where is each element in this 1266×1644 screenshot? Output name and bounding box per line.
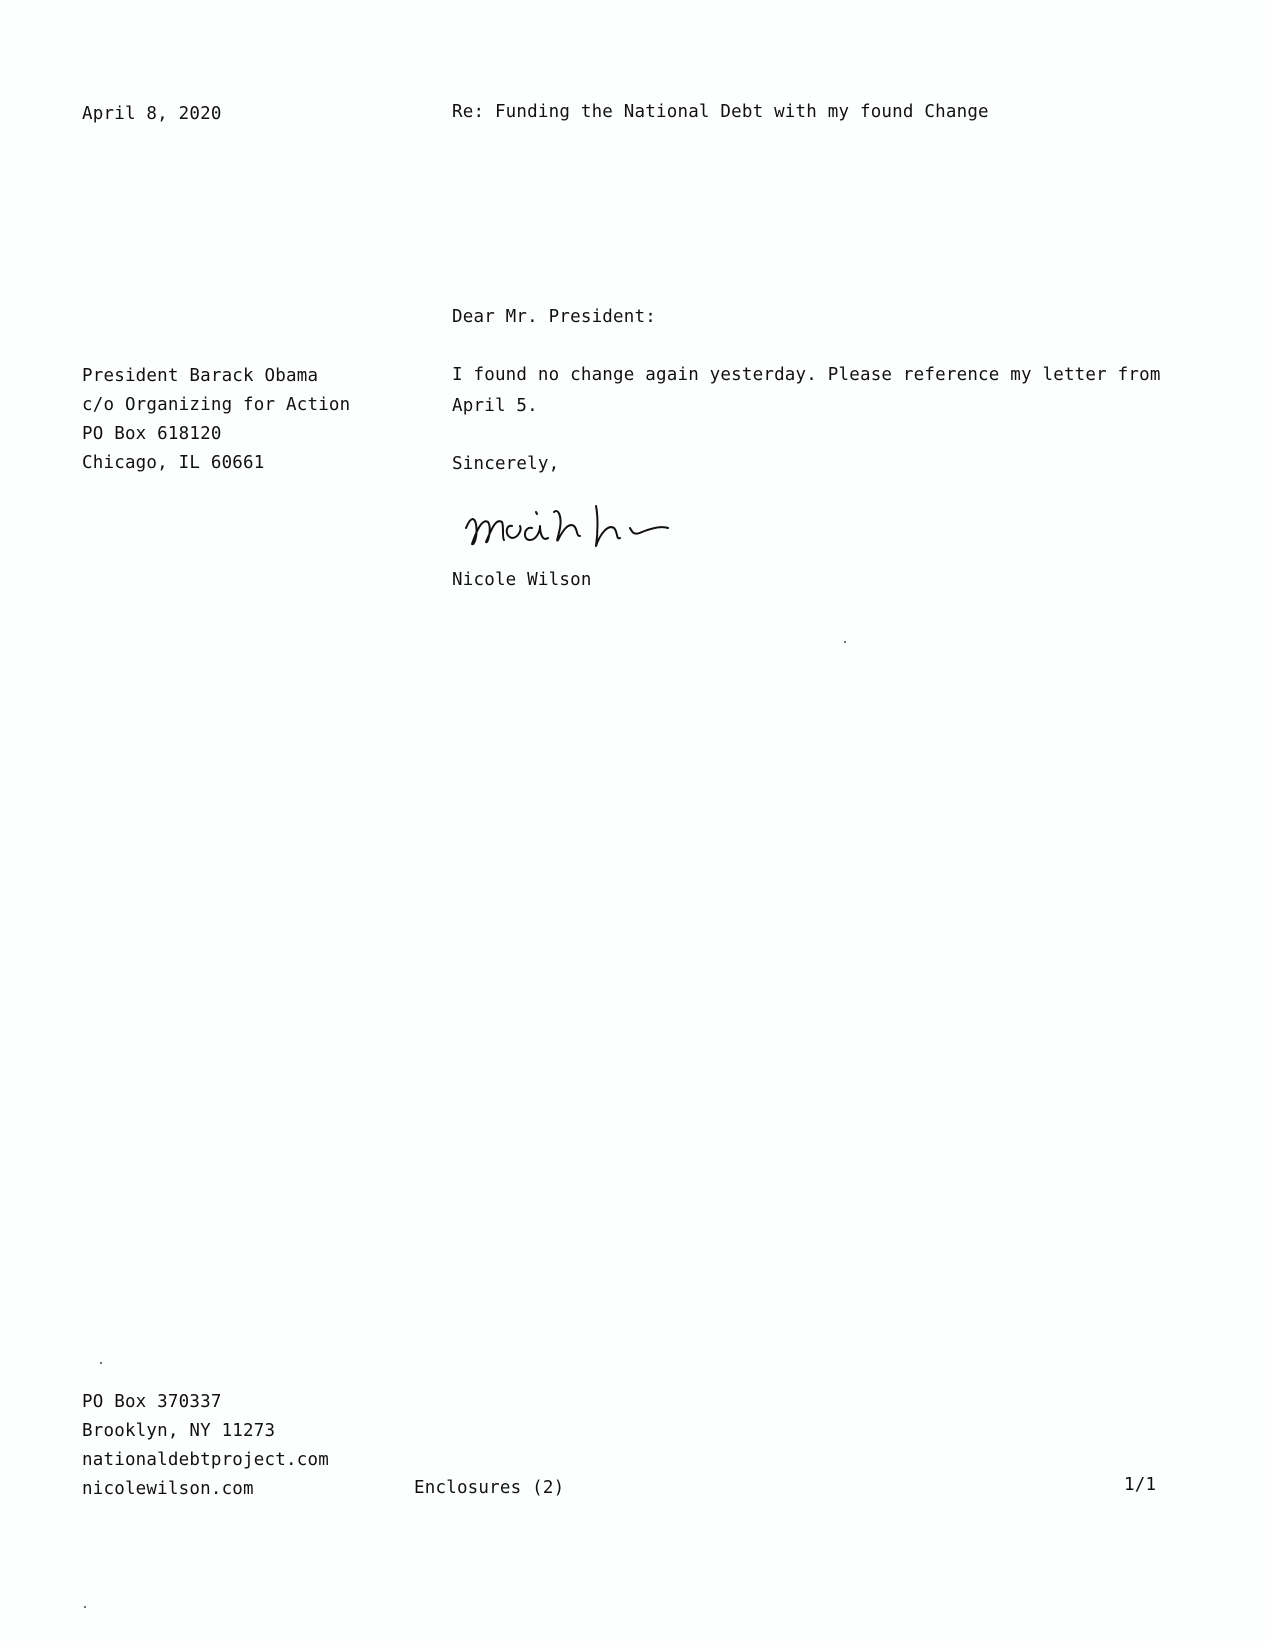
body-line: I found no change again yesterday. Please reference my letter from — [452, 365, 1161, 385]
letter-body — [452, 360, 1161, 422]
letter-date — [82, 100, 222, 129]
sender-line: PO Box 370337 — [82, 1392, 222, 1412]
body-line: April 5. — [452, 396, 538, 416]
page-number — [1124, 1471, 1156, 1500]
scan-speck — [100, 1362, 102, 1364]
recipient-line: Chicago, IL 60661 — [82, 453, 265, 473]
sender-address — [82, 1388, 329, 1504]
handwritten-signature-icon — [462, 488, 722, 554]
recipient-line: c/o Organizing for Action — [82, 395, 351, 415]
signer-text: Nicole Wilson — [452, 570, 592, 590]
signature-drawing — [462, 488, 722, 554]
scan-speck — [844, 641, 846, 643]
salutation — [452, 303, 656, 332]
enclosures-note — [414, 1474, 564, 1503]
sender-line: Brooklyn, NY 11273 — [82, 1421, 276, 1441]
closing — [452, 450, 559, 479]
sender-line: nicolewilson.com — [82, 1479, 254, 1499]
enclosures-text: Enclosures (2) — [414, 1478, 565, 1498]
scan-speck — [84, 1606, 86, 1608]
subject-text: Re: Funding the National Debt with my found Change — [452, 102, 989, 122]
date-text: April 8, 2020 — [82, 104, 222, 124]
page-number-text: 1/1 — [1124, 1475, 1157, 1495]
sender-line: nationaldebtproject.com — [82, 1450, 329, 1470]
recipient-line: PO Box 618120 — [82, 424, 222, 444]
recipient-line: President Barack Obama — [82, 366, 319, 386]
salutation-text: Dear Mr. President: — [452, 307, 656, 327]
recipient-address — [82, 362, 350, 478]
subject-line — [452, 98, 989, 127]
signer-name — [452, 566, 592, 595]
closing-text: Sincerely, — [452, 454, 560, 474]
